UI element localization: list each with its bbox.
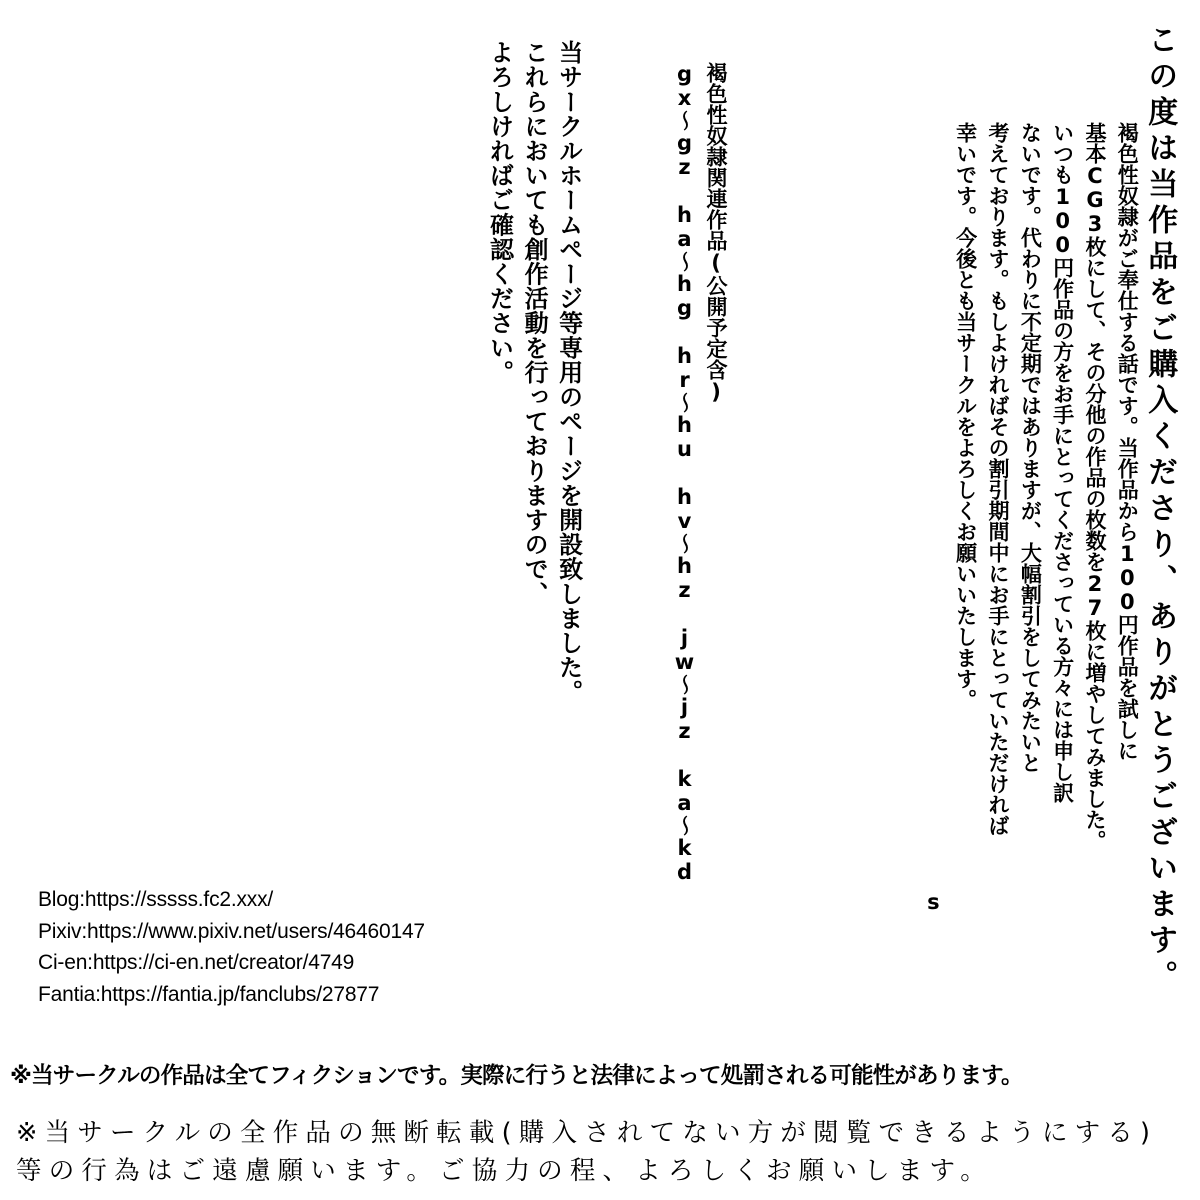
intro-line: いつも100円作品の方をお手にとってくださっている方々には申し訳 bbox=[1050, 122, 1075, 803]
greeting-title: この度は当作品をご購入くださり、ありがとうございます。 bbox=[1142, 24, 1178, 996]
related-works bbox=[668, 62, 731, 884]
fiction-notice: ※当サークルの作品は全てフィクションです。実際に行うと法律によって処罰される可能性があります。 bbox=[10, 1063, 1023, 1089]
circle-note-line: 当サークルホームページ等専用のページを開設致しました。 bbox=[554, 40, 583, 705]
link-list bbox=[38, 884, 425, 1010]
circle-note-line: よろしければご確認ください。 bbox=[485, 40, 514, 385]
related-works-series: gx～gz ha～hg hr～hu hv～hz jw～jz ka～kd bbox=[672, 62, 697, 884]
intro-line: 考えております。もしよければその割引期間中にお手にとっていただければ bbox=[985, 122, 1010, 836]
intro-line: ないです。代わりに不定期ではありますが、大幅割引をしてみたいと bbox=[1018, 122, 1043, 773]
reprint-notice-line: 等の行為はご遠慮願います。ご協力の程、よろしくお願いします。 bbox=[16, 1156, 993, 1186]
intro-paragraph bbox=[917, 122, 1143, 914]
intro-line: 褐色性奴隷がご奉仕する話です。当作品から100円作品を試しに bbox=[1115, 122, 1140, 761]
circle-homepage-note bbox=[482, 40, 586, 704]
pixiv-link[interactable]: Pixiv:https://www.pixiv.net/users/46460147 bbox=[38, 919, 425, 943]
reprint-notice bbox=[16, 1114, 1157, 1190]
fantia-link[interactable]: Fantia:https://fantia.jp/fanclubs/27877 bbox=[38, 982, 380, 1006]
intro-signature: s bbox=[921, 890, 946, 914]
intro-line: 基本CG3枚にして、その分他の作品の枚数を27枚に増やしてみました。 bbox=[1082, 122, 1107, 851]
circle-note-line: これらにおいても創作活動を行っておりますので、 bbox=[520, 40, 549, 606]
related-works-heading: 褐色性奴隷関連作品(公開予定含) bbox=[704, 62, 728, 404]
blog-link[interactable]: Blog:https://sssss.fc2.xxx/ bbox=[38, 888, 274, 911]
ci-en-link[interactable]: Ci-en:https://ci-en.net/creator/4749 bbox=[38, 951, 355, 974]
reprint-notice-line: ※当サークルの全作品の無断転載(購入されてない方が閲覧できるようにする) bbox=[16, 1118, 1158, 1148]
intro-line: 幸いです。今後とも当サークルをよろしくお願いいたします。 bbox=[953, 122, 978, 710]
